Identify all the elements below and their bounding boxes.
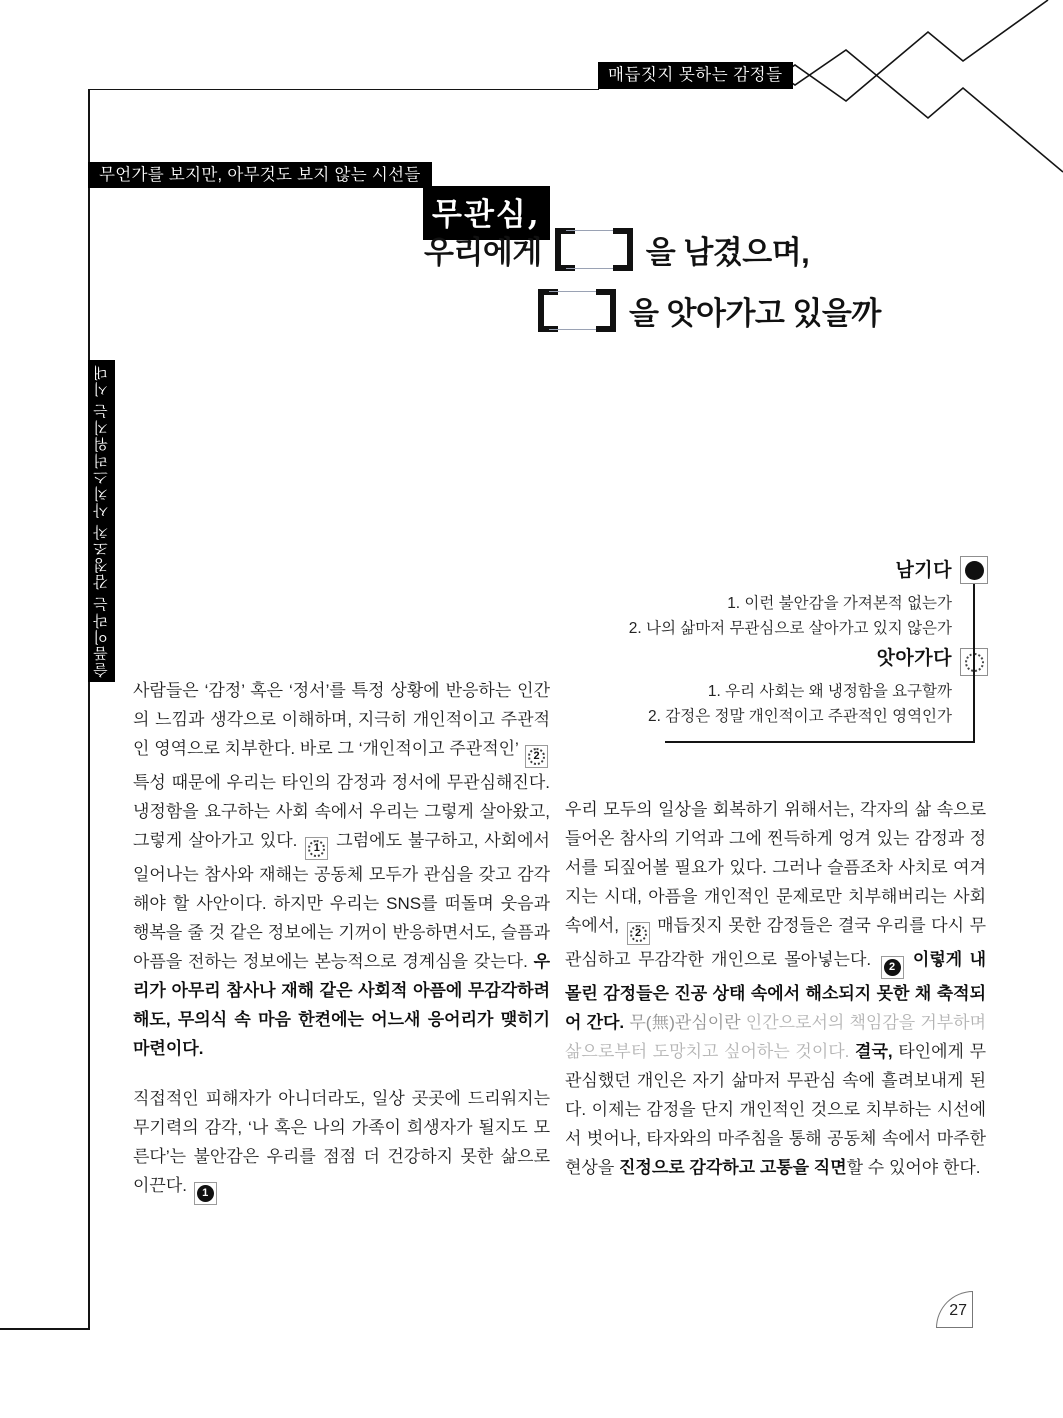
number-seal-2-outline-icon: 2 <box>627 922 650 945</box>
right-bracket-icon <box>596 289 616 332</box>
number-seal-2-filled-icon: 2 <box>881 956 904 979</box>
left-bracket-icon <box>555 228 575 271</box>
title-line2-suffix: 을 앗아가고 있을까 <box>629 296 881 331</box>
title-line-2 <box>538 288 881 333</box>
zigzag-ornament-icon <box>778 0 1063 180</box>
question-item: 2. 나의 삶마저 무관심으로 살아가고 있지 않은가 <box>628 620 952 637</box>
question-item: 1. 이런 불안감을 가져본적 없는가 <box>727 595 952 612</box>
left-bracket-icon <box>538 289 558 332</box>
connector-line-vertical <box>973 584 975 741</box>
question-group-label: 남기다 <box>895 560 952 581</box>
title-line1-suffix: 을 남겼으며, <box>645 235 810 270</box>
number-seal-1-filled-icon: 1 <box>194 1182 217 1205</box>
page-corner-marker <box>936 1291 973 1328</box>
connector-line-horizontal <box>665 741 975 743</box>
number-seal-1-outline-icon: 1 <box>305 837 328 860</box>
seal-filled-icon <box>965 561 984 580</box>
page-number: 27 <box>949 1302 967 1319</box>
question-group-label: 앗아가다 <box>876 648 952 669</box>
title-line1-prefix: 우리에게 <box>424 235 542 270</box>
title-line-1 <box>424 227 809 272</box>
body-column-right <box>565 795 986 1182</box>
section-tag: 무언가를 보지만, 아무것도 보지 않는 시선들 <box>88 162 432 188</box>
title-keyword: 무관심, <box>423 186 550 240</box>
body-column-left <box>133 676 550 1205</box>
right-bracket-icon <box>613 228 633 271</box>
page-border-top <box>88 89 599 90</box>
number-seal-2-outline-icon: 2 <box>525 745 548 768</box>
chapter-tag: 매듭짓지 못하는 감정들 <box>598 62 793 89</box>
paragraph: 사람들은 ‘감정’ 혹은 ‘정서’를 특정 상황에 반응하는 인간의 느낌과 생각으로 이해하며, 지극히 개인적이고 주관적인 영역으로 치부한다. 바로 그 ‘개인적이고 주관적인’ 2 특성 때문에 우리는 타인의 감정과 정서에 무관심해진다. 냉정함을 요구하는 사회 속에서 우리는 그렇게 살아왔고, 그렇게 살아가고 있다. 1 그럼에도 불구하고, 사회에서 일어나는 참사와 재해는 공동체 모두가 관심을 갖고 감각해야 할 사안이다. 하지만 우리는 SNS를 떠돌며 웃음과 행복을 줄 것 같은 정보에는 기꺼이 반응하면서도, 슬픔과 아픔을 전하는 정보에는 본능적으로 경계심을 갖는다. 우리가 아무리 참사나 재해 같은 사회적 아픔에 무감각하려 해도, 무의식 속 마음 한켠에는 어느새 응어리가 맺히기 마련이다. <box>133 681 550 1058</box>
paragraph: 직접적인 피해자가 아니더라도, 일상 곳곳에 드리워지는 무기력의 감각, ‘나 혹은 나의 가족이 희생자가 될지도 모른다’는 불안감은 우리를 점점 더 건강하지 못한 삶으로 이끈다. 1 <box>133 1084 550 1205</box>
fill-in-blank-box <box>538 289 616 332</box>
page-border-left <box>88 89 90 1329</box>
question-item: 2. 감정은 정말 개인적이고 주관적인 영역인가 <box>648 708 952 725</box>
fill-in-blank-box <box>555 228 633 271</box>
page-border-bottom-left <box>0 1328 90 1330</box>
paragraph: 우리 모두의 일상을 회복하기 위해서는, 각자의 삶 속으로 들어온 참사의 기억과 그에 찐득하게 엉겨 있는 감정과 정서를 되짚어볼 필요가 있다. 그러나 슬픔조차 사치로 여겨지는 시대, 아픔을 개인적인 문제로만 치부해버리는 사회 속에서, 2 매듭짓지 못한 감정들은 결국 우리를 다시 무관심하고 무감각한 개인으로 몰아넣는다. 2 이렇게 내몰린 감정들은 진공 상태 속에서 해소되지 못한 채 축적되어 간다. 무(無)관심이란 인간으로서의 책임감을 거부하며 삶으로부터 도망치고 싶어하는 것이다. 결국, 타인에게 무관심했던 개인은 자기 삶마저 무관심 속에 흘려보내게 된다. 이제는 감정을 단지 개인적인 것으로 치부하는 시선에서 벗어나, 타자와의 마주침을 통해 공동체 속에서 마주한 현상을 진정으로 감각하고 고통을 직면할 수 있어야 한다. <box>565 800 987 1177</box>
question-group-leave <box>392 560 952 641</box>
side-vertical-tag: 슬픔이라는 감정조차 사치스러워지는 시대 <box>88 360 115 682</box>
seal-filled-box <box>960 556 988 584</box>
question-item: 1. 우리 사회는 왜 냉정함을 요구할까 <box>707 683 952 700</box>
